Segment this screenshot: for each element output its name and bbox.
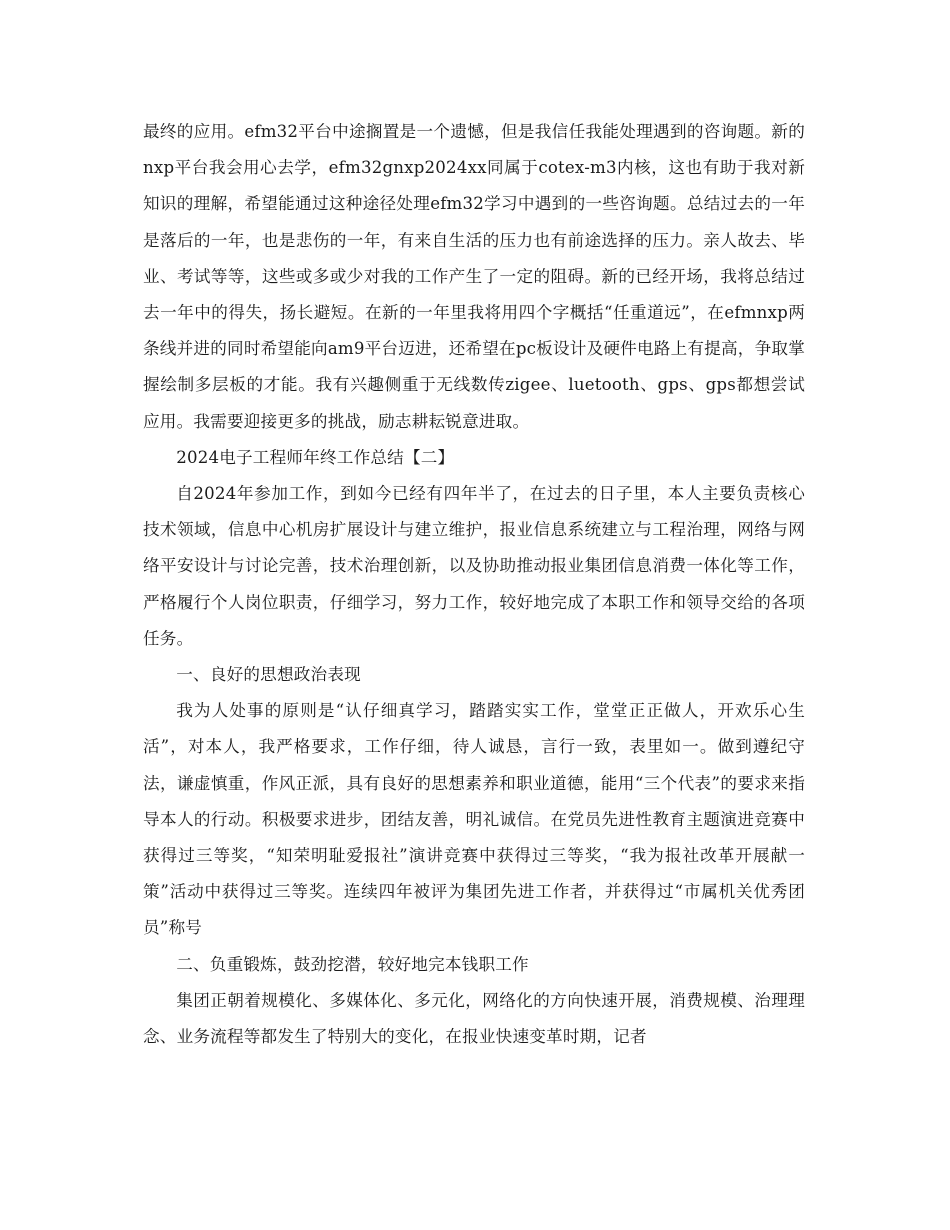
- section-title-part-two: 2024电子工程师年终工作总结【二】: [176, 447, 455, 467]
- heading-work-performance: 二、负重锻炼，鼓劲挖潜，较好地完本钱职工作: [176, 954, 529, 974]
- paragraph-group-development: 集团正朝着规模化、多媒体化、多元化，网络化的方向快速开展，消费规模、治理理念、业务流程等都发生了特别大的变化，在报业快速变革时期，记者: [143, 990, 805, 1047]
- document-body: [143, 114, 805, 1055]
- heading-political-performance: 一、良好的思想政治表现: [176, 665, 361, 685]
- paragraph-continuation: 最终的应用。efm32平台中途搁置是一个遗憾，但是我信任我能处理遇到的咨询题。新的nxp平台我会用心去学，efm32gnxp2024xx同属于cotex-m3内核，这也有助于我对新知识的理解，希望能通过这种途径处理efm32学习中遇到的一些咨询题。总结过去的一年是落后的一年，也是悲伤的一年，有来自生活的压力也有前途选择的压力。亲人故去、毕业、考试等等，这些或多或少对我的工作产生了一定的阻碍。新的已经开场，我将总结过去一年中的得失，扬长避短。在新的一年里我将用四个字概括“任重道远”，在efmnxp两条线并进的同时希望能向am9平台迈进，还希望在pc板设计及硬件电路上有提高，争取掌握绘制多层板的才能。我有兴趣侧重于无线数传zigee、luetooth、gps、gps都想尝试应用。我需要迎接更多的挑战，励志耕耘锐意进取。: [143, 122, 805, 431]
- paragraph-intro: 自2024年参加工作，到如今已经有四年半了，在过去的日子里，本人主要负责核心技术领域，信息中心机房扩展设计与建立维护，报业信息系统建立与工程治理，网络与网络平安设计与讨论完善，技术治理创新，以及协助推动报业集团信息消费一体化等工作，严格履行个人岗位职责，仔细学习，努力工作，较好地完成了本职工作和领导交给的各项任务。: [143, 484, 805, 648]
- paragraph-principles: 我为人处事的原则是“认仔细真学习，踏踏实实工作，堂堂正正做人，开欢乐心生活”，对本人，我严格要求，工作仔细，待人诚恳，言行一致，表里如一。做到遵纪守法，谦虚慎重，作风正派，具有良好的思想素养和职业道德，能用“三个代表”的要求来指导本人的行动。积极要求进步，团结友善，明礼诚信。在党员先进性教育主题演进竞赛中获得过三等奖，“知荣明耻爱报社”演讲竞赛中获得过三等奖，“我为报社改革开展献一策”活动中获得过三等奖。连续四年被评为集团先进工作者，并获得过“市属机关优秀团员”称号: [143, 701, 805, 938]
